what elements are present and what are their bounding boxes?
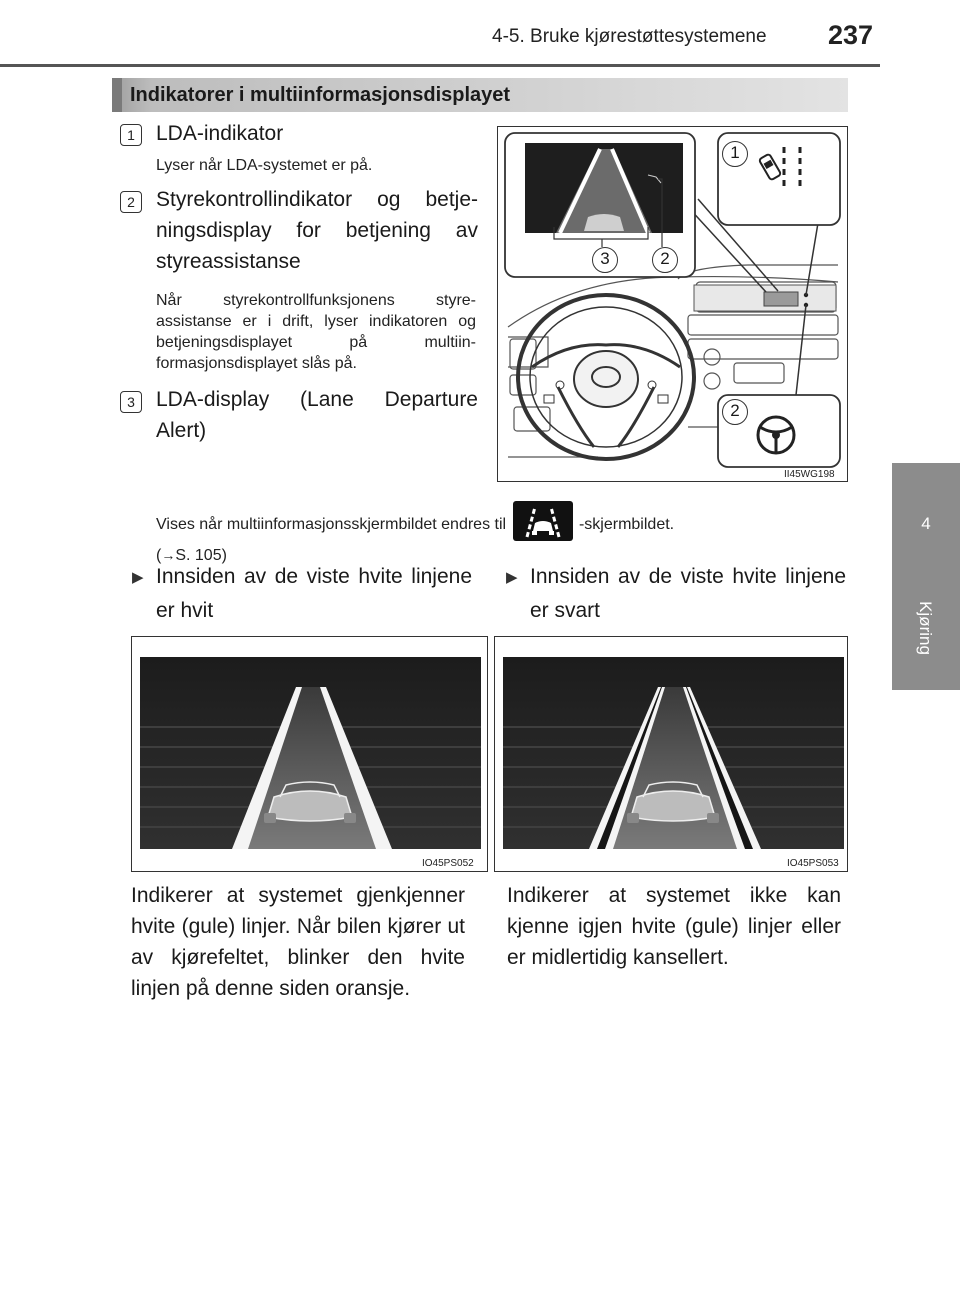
triangle-right-icon: ▶ xyxy=(132,569,144,586)
running-header-title: 4-5. Bruke kjørestøttesystemene xyxy=(492,26,767,47)
callout-1: 1 xyxy=(722,141,748,167)
item-description-3-before: Vises når multiinformasjonsskjermbildet endres til xyxy=(156,516,507,534)
item-description-3: Vises når multiinformasjonsskjermbildet endres til -skjermbildet. (→S. 105) xyxy=(156,505,816,566)
figure-code-main: II45WG198 xyxy=(784,469,835,480)
section-heading: Indikatorer i multiinformasjonsdisplayet xyxy=(130,84,511,106)
page-reference[interactable]: S. 105 xyxy=(175,547,222,564)
case-title-1: Innsiden av de viste hvite linjene er hvit xyxy=(156,565,472,622)
reference-arrow-icon: → xyxy=(161,547,176,563)
callout-2-bottom: 2 xyxy=(722,399,748,425)
case-figure-2 xyxy=(494,636,848,872)
section-heading-accent xyxy=(112,78,122,112)
callout-3: 3 xyxy=(592,247,618,273)
figure-code-1: IO45PS052 xyxy=(422,858,474,869)
item-title-2: Styrekontrollindikator og betje-ningsdisplay for betjening av styreassistanse xyxy=(156,188,478,273)
chapter-label-text: Kjøring xyxy=(916,601,935,655)
item-description-1: Lyser når LDA-systemet er på. xyxy=(156,157,373,174)
lane-display-white-inside xyxy=(140,657,481,849)
item-number-2: 2 xyxy=(120,191,142,213)
triangle-right-icon: ▶ xyxy=(506,569,518,586)
figure-code-2: IO45PS053 xyxy=(787,858,839,869)
callout-2-top: 2 xyxy=(652,247,678,273)
item-number-1: 1 xyxy=(120,124,142,146)
page-number: 237 xyxy=(828,20,874,50)
item-description-2: Når styrekontrollfunksjonens styre-assistanse er i drift, lyser indikatoren og betjeningsdisplayet på multiin-formasjonsdisplayet slås på. xyxy=(156,292,476,372)
case-caption-2: Indikerer at systemet ikke kan kjenne igjen hvite (gule) linjer eller er midlertidig kansellert. xyxy=(507,884,841,969)
item-title-1: LDA-indikator xyxy=(156,122,284,145)
case-figure-1 xyxy=(131,636,488,872)
item-title-3: LDA-display (Lane Departure Alert) xyxy=(156,388,478,442)
case-title-2: Innsiden av de viste hvite linjene er svart xyxy=(530,565,846,622)
lda-lane-car-icon xyxy=(513,501,573,541)
item-number-3: 3 xyxy=(120,391,142,413)
dashboard-illustration xyxy=(498,127,847,481)
chapter-label xyxy=(895,590,955,670)
chapter-number: 4 xyxy=(921,514,931,533)
header-rule xyxy=(0,64,880,67)
item-description-3-after: -skjermbildet. xyxy=(578,516,675,534)
dashboard-figure xyxy=(497,126,848,482)
lane-display-black-inside xyxy=(503,657,844,849)
case-caption-1: Indikerer at systemet gjenkjenner hvite (gule) linjer. Når bilen kjører ut av kjørefeltet, blinker den hvite linjen på denne siden oransje. xyxy=(131,884,465,1000)
